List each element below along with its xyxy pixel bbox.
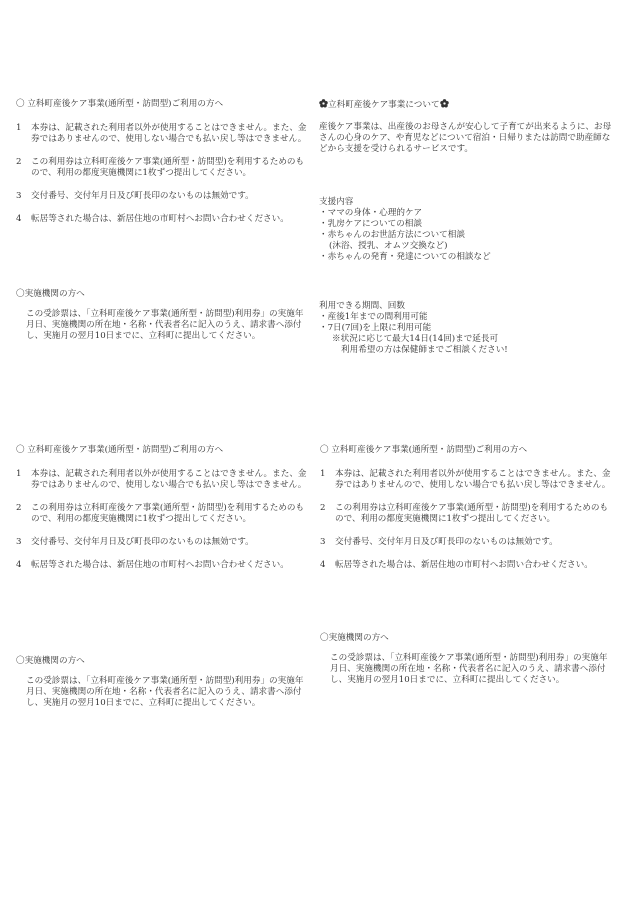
period-title: 利用できる期間、回数 — [319, 301, 405, 311]
user-notice-bottom-right — [320, 445, 615, 583]
list-item: ・産後1年までの間利用可能 — [319, 312, 428, 322]
user-notice-item: 2 この利用券は立科町産後ケア事業(通所型・訪問型)を利用するためのもので、利用の都度実施機関に1枚ずつ提出してください。 — [320, 503, 609, 524]
user-notice-item: 4 転居等された場合は、新居住地の市町村へお問い合わせください。 — [16, 560, 289, 570]
list-item: (沐浴、授乳、オムツ交換など) — [329, 241, 448, 251]
about-intro: 産後ケア事業は、出産後のお母さんが安心して子育てが出来るように、お母さんの心身のケア、や育児などについて宿泊・日帰りまたは訪問で助産師などから支援を受けられるサービスです。 — [319, 122, 612, 154]
user-notice-item: 1 本券は、記載された利用者以外が使用することはできません。また、金券ではありませんので、使用しない場合でも払い戻し等はできません。 — [320, 469, 611, 490]
institution-notice-heading: 〇実施機関の方へ — [16, 289, 85, 299]
user-notice-item: 2 この利用券は立科町産後ケア事業(通所型・訪問型)を利用するためのもので、利用の都度実施機関に1枚ずつ提出してください。 — [16, 503, 305, 524]
institution-notice-heading: 〇実施機関の方へ — [16, 656, 85, 666]
user-notice-item: 4 転居等された場合は、新居住地の市町村へお問い合わせください。 — [320, 560, 593, 570]
institution-notice-text: この受診票は、「立科町産後ケア事業(通所型・訪問型)利用券」の実施年月日、実施機関の所在地・名称・代表者名に記入のうえ、請求書へ添付し、実施月の翌月10日までに、立科町に提出してください。 — [26, 676, 304, 708]
flower-icon — [440, 99, 449, 108]
flower-icon — [319, 99, 328, 108]
list-item: ・赤ちゃんの発育・発達についての相談など — [319, 252, 491, 262]
about-section — [319, 99, 616, 356]
user-notice-item: 1 本券は、記載された利用者以外が使用することはできません。また、金券ではありませんので、使用しない場合でも払い戻し等はできません。 — [16, 123, 307, 144]
user-notice-item: 1 本券は、記載された利用者以外が使用することはできません。また、金券ではありませんので、使用しない場合でも払い戻し等はできません。 — [16, 469, 307, 490]
period-list — [319, 312, 616, 334]
support-list — [319, 208, 616, 263]
user-notice-heading: 〇 立科町産後ケア事業(通所型・訪問型)ご利用の方へ — [16, 445, 224, 455]
user-notice-top-left — [16, 99, 309, 237]
extension-note: ※状況に応じて最大14日(14回)まで延長可 — [332, 334, 499, 344]
about-heading: 立科町産後ケア事業について — [328, 100, 440, 110]
user-notice-item: 3 交付番号、交付年月日及び町長印のないものは無効です。 — [16, 191, 254, 201]
user-notice-item: 2 この利用券は立科町産後ケア事業(通所型・訪問型)を利用するためのもので、利用の都度実施機関に1枚ずつ提出してください。 — [16, 157, 305, 178]
user-notice-heading: 〇 立科町産後ケア事業(通所型・訪問型)ご利用の方へ — [320, 445, 528, 455]
user-notice-item: 4 転居等された場合は、新居住地の市町村へお問い合わせください。 — [16, 214, 289, 224]
institution-notice-bottom-right — [320, 633, 615, 686]
institution-notice-bottom-left — [16, 656, 309, 709]
list-item: ・赤ちゃんのお世話方法について相談 — [319, 230, 465, 240]
institution-notice-text: この受診票は、「立科町産後ケア事業(通所型・訪問型)利用券」の実施年月日、実施機関の所在地・名称・代表者名に記入のうえ、請求書へ添付し、実施月の翌月10日までに、立科町に提出してください。 — [330, 653, 608, 685]
user-notice-item: 3 交付番号、交付年月日及び町長印のないものは無効です。 — [320, 537, 558, 547]
support-title: 支援内容 — [319, 197, 354, 207]
list-item: ・7日(7回)を上限に利用可能 — [319, 323, 432, 333]
consult-note: 利用希望の方は保健師までご相談ください! — [341, 345, 508, 355]
user-notice-bottom-left — [16, 445, 309, 583]
user-notice-item: 3 交付番号、交付年月日及び町長印のないものは無効です。 — [16, 537, 254, 547]
institution-notice-text: この受診票は、「立科町産後ケア事業(通所型・訪問型)利用券」の実施年月日、実施機関の所在地・名称・代表者名に記入のうえ、請求書へ添付し、実施月の翌月10日までに、立科町に提出してください。 — [26, 309, 304, 341]
list-item: ・ママの身体・心理的ケア — [319, 208, 423, 218]
list-item: ・乳房ケアについての相談 — [319, 219, 422, 229]
institution-notice-top-left — [16, 289, 309, 342]
user-notice-heading: 〇 立科町産後ケア事業(通所型・訪問型)ご利用の方へ — [16, 99, 224, 109]
institution-notice-heading: 〇実施機関の方へ — [320, 633, 389, 643]
